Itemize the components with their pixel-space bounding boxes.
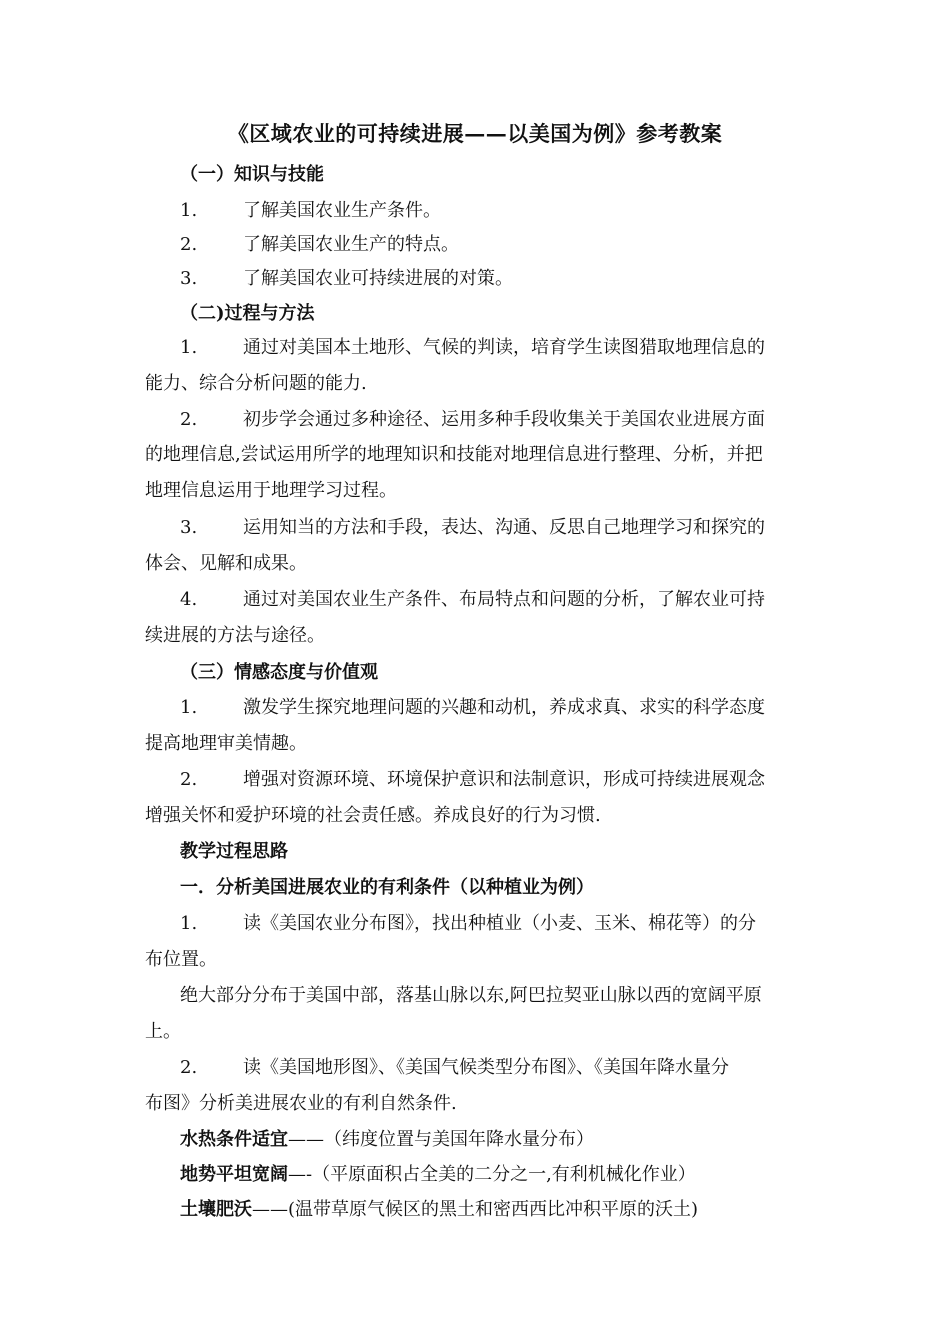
list-number: 3.: [180, 517, 198, 538]
paragraph-line: [180, 762, 810, 798]
list-number: 4.: [180, 589, 198, 610]
list-number: 1.: [180, 200, 198, 221]
condition-label: 土壤肥沃: [180, 1199, 252, 1220]
paragraph-line: [180, 690, 810, 726]
paragraph-line: 上。: [145, 1021, 181, 1042]
list-number: 2.: [180, 409, 198, 430]
condition-text: ——（纬度位置与美国年降水量分布）: [288, 1129, 594, 1150]
paragraph-line: 地理信息运用于地理学习过程。: [145, 480, 397, 501]
list-item: [180, 193, 845, 229]
condition-line: [180, 1192, 845, 1228]
paragraph-text: 增强对资源环境、环境保护意识和法制意识，形成可持续进展观念: [243, 769, 765, 790]
list-number: 1.: [180, 913, 198, 934]
list-item: [180, 261, 845, 297]
list-item: [180, 227, 845, 263]
paragraph-line: [180, 906, 810, 942]
list-text: 了解美国农业生产的特点。: [243, 234, 459, 255]
paragraph-text: 通过对美国本土地形、气候的判读，培育学生读图猎取地理信息的: [243, 337, 765, 358]
section-heading-knowledge: （一）知识与技能: [180, 164, 324, 185]
paragraph-line: [180, 402, 810, 438]
paragraph-line: 的地理信息,尝试运用所学的地理知识和技能对地理信息进行整理、分析，并把: [145, 444, 763, 465]
list-number: 3.: [180, 268, 198, 289]
paragraph-line: 体会、见解和成果。: [145, 553, 307, 574]
condition-line: [180, 1157, 845, 1193]
condition-text: ——(温带草原气候区的黑土和密西西比冲积平原的沃土): [252, 1199, 699, 1220]
paragraph-text: 初步学会通过多种途径、运用多种手段收集关于美国农业进展方面: [243, 409, 765, 430]
paragraph-line: 提高地理审美情趣。: [145, 733, 307, 754]
subsection-heading: 一．分析美国进展农业的有利条件（以种植业为例）: [180, 877, 594, 898]
condition-text: —-（平原面积占全美的二分之一,有利机械化作业）: [288, 1164, 696, 1185]
paragraph-line: [180, 1050, 810, 1086]
section-heading-teaching-process: 教学过程思路: [180, 841, 288, 862]
list-number: 1.: [180, 697, 198, 718]
paragraph-line: 续进展的方法与途径。: [145, 625, 325, 646]
paragraph-line: 绝大部分分布于美国中部，落基山脉以东,阿巴拉契亚山脉以西的宽阔平原: [180, 985, 762, 1006]
condition-label: 水热条件适宜: [180, 1129, 288, 1150]
paragraph-line: 布位置。: [145, 949, 217, 970]
list-number: 2.: [180, 769, 198, 790]
paragraph-text: 读《美国农业分布图》，找出种植业（小麦、玉米、棉花等）的分: [243, 913, 756, 934]
paragraph-text: 激发学生探究地理问题的兴趣和动机，养成求真、求实的科学态度: [243, 697, 765, 718]
list-number: 2.: [180, 1057, 198, 1078]
paragraph-text: 读《美国地形图》、《美国气候类型分布图》、《美国年降水量分: [243, 1057, 729, 1078]
document-title: 《区域农业的可持续进展——以美国为例》参考教案: [227, 121, 723, 146]
paragraph-line: 增强关怀和爱护环境的社会责任感。养成良好的行为习惯.: [145, 805, 601, 826]
paragraph-line: [180, 330, 810, 366]
paragraph-line: [180, 582, 810, 618]
paragraph-text: 通过对美国农业生产条件、布局特点和问题的分析，了解农业可持: [243, 589, 765, 610]
list-number: 1.: [180, 337, 198, 358]
condition-label: 地势平坦宽阔: [180, 1164, 288, 1185]
condition-line: [180, 1122, 845, 1158]
section-heading-attitude: （三）情感态度与价值观: [180, 662, 378, 683]
paragraph-line: 布图》分析美进展农业的有利自然条件.: [145, 1093, 457, 1114]
paragraph-line: 能力、综合分析问题的能力.: [145, 373, 367, 394]
paragraph-line: [180, 510, 810, 546]
list-text: 了解美国农业生产条件。: [243, 200, 441, 221]
list-text: 了解美国农业可持续进展的对策。: [243, 268, 513, 289]
section-heading-process: （二)过程与方法: [180, 303, 315, 324]
list-number: 2.: [180, 234, 198, 255]
paragraph-text: 运用知当的方法和手段，表达、沟通、反思自己地理学习和探究的: [243, 517, 765, 538]
